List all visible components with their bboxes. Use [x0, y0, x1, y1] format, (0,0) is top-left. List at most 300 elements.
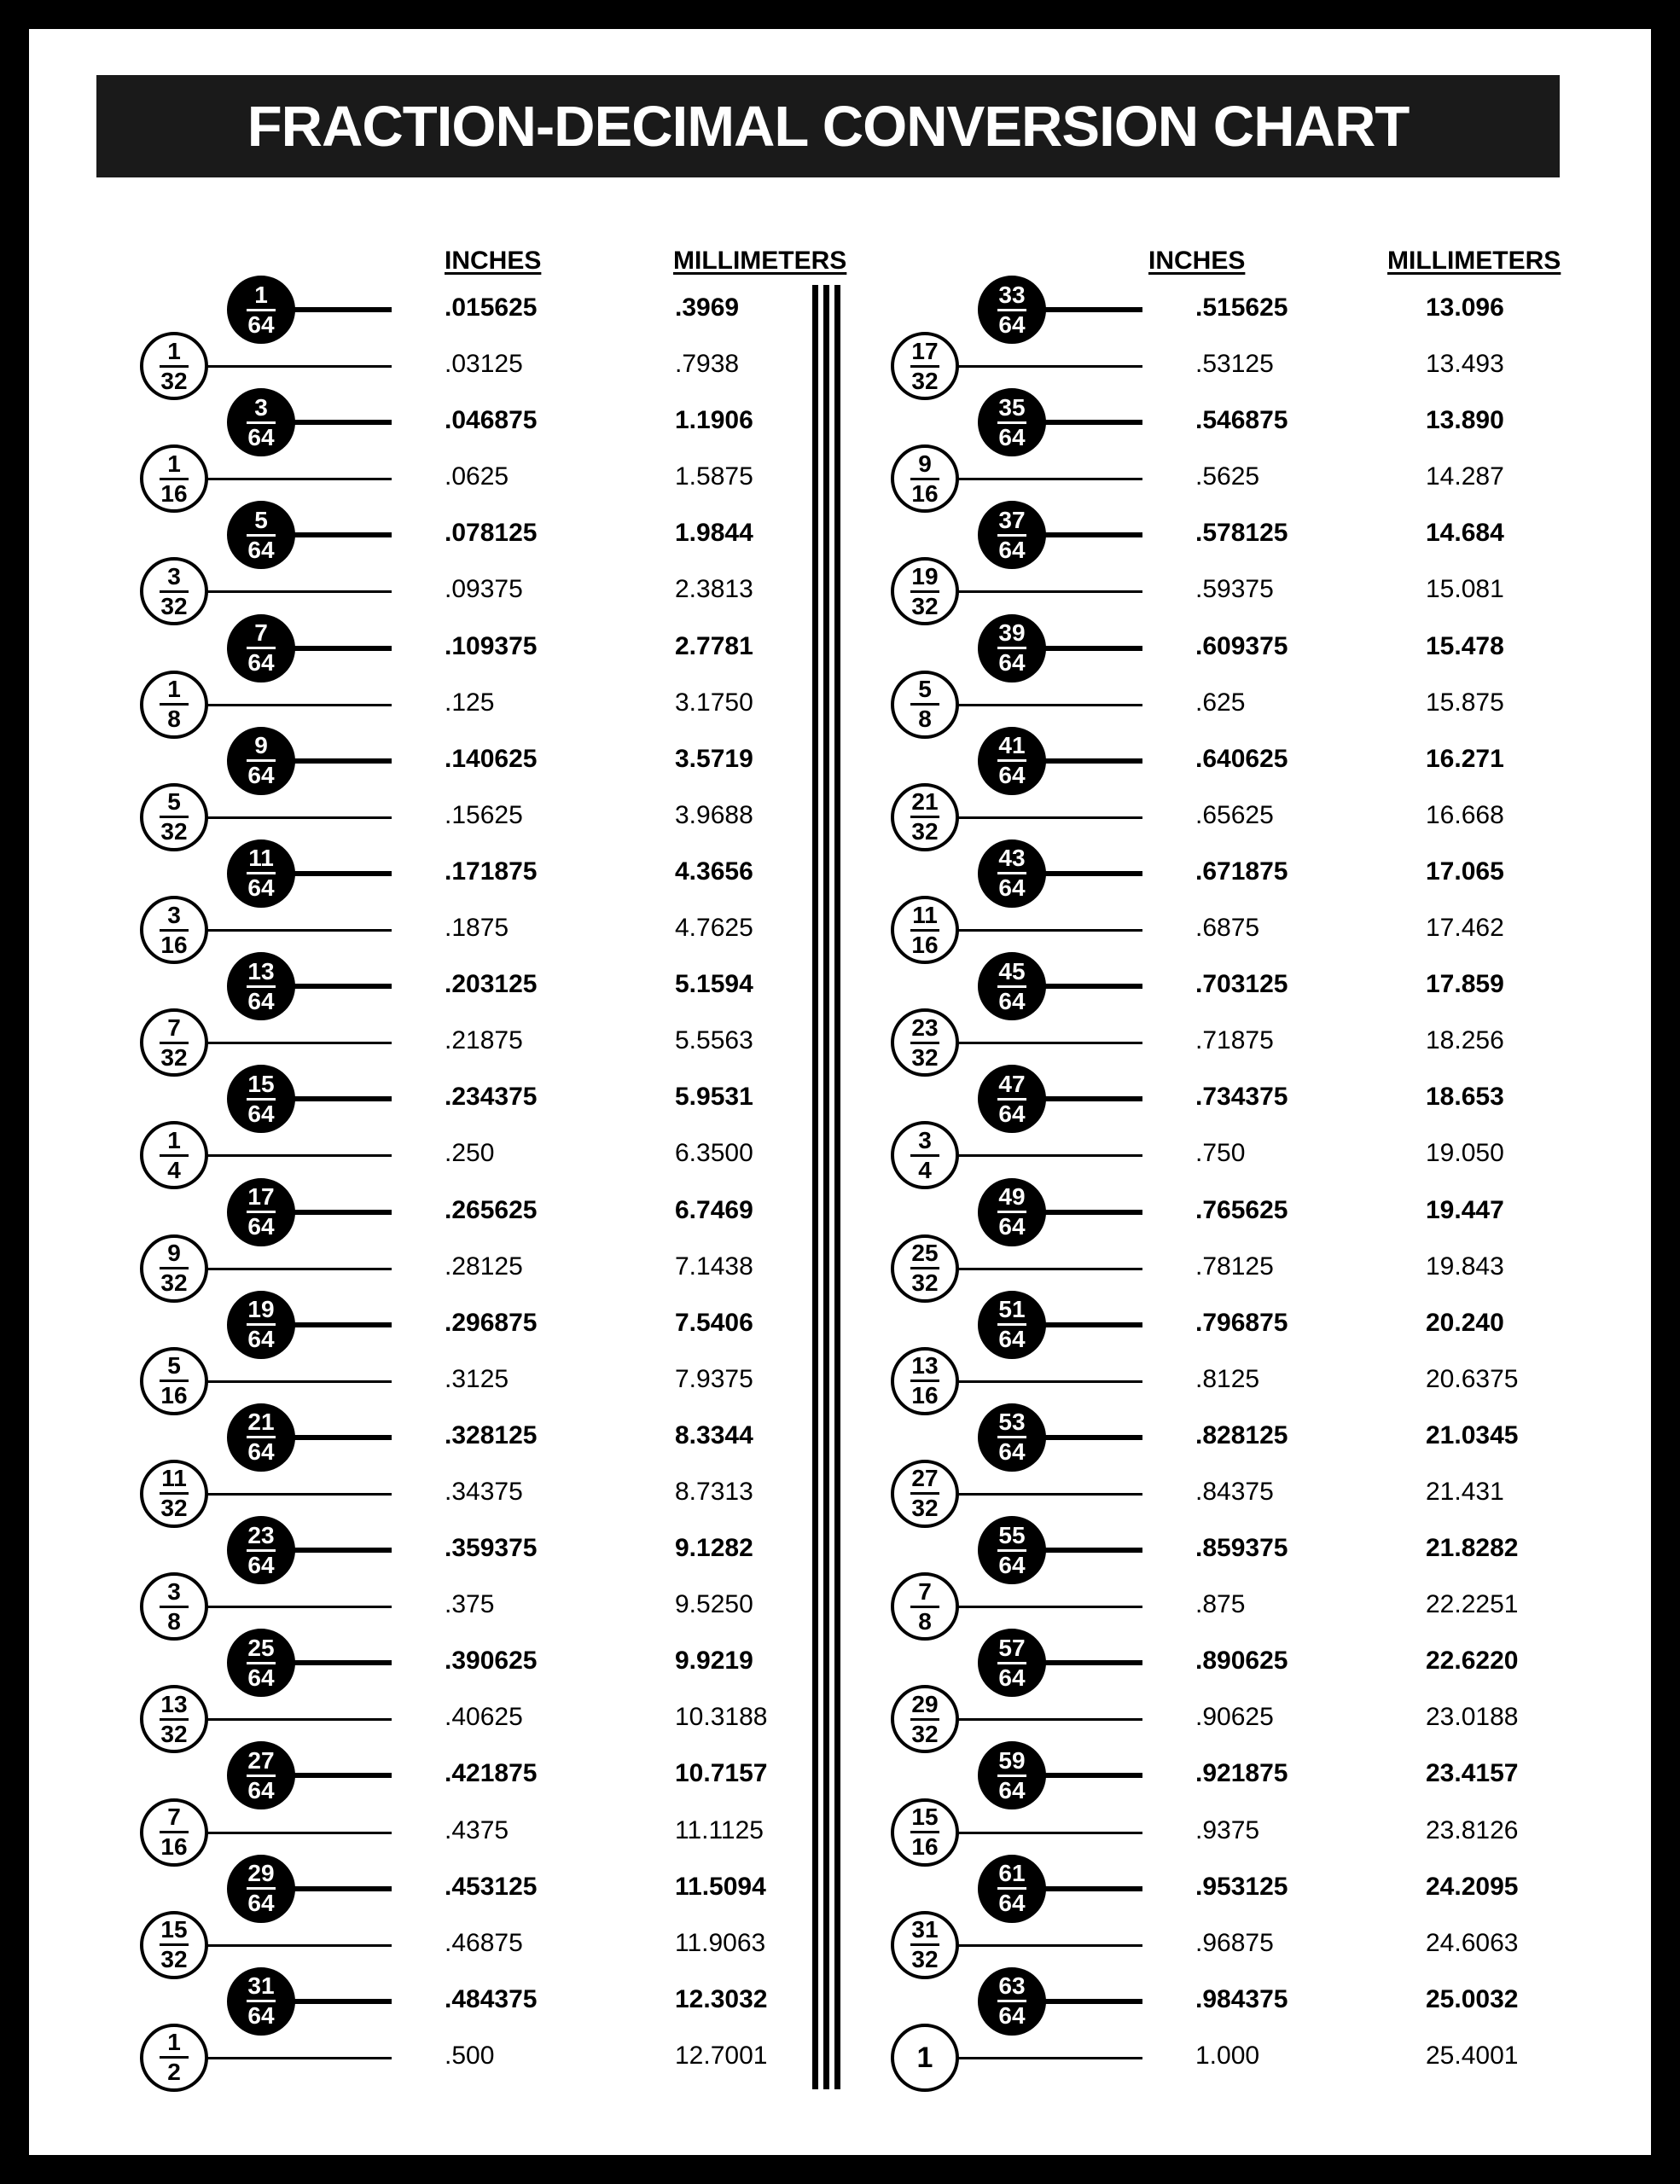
decimal-inches-value: .078125: [445, 519, 538, 548]
fraction-numerator: 25: [247, 1634, 275, 1661]
fraction-numerator: 31: [911, 1916, 939, 1943]
fraction-numerator: 15: [160, 1916, 188, 1943]
decimal-inches-value: .390625: [445, 1647, 538, 1676]
leader-line: [957, 1944, 1142, 1947]
decimal-inches-value: .578125: [1195, 519, 1288, 548]
decimal-inches-value: .625: [1195, 688, 1246, 717]
fraction-bubble: [227, 1629, 295, 1697]
fraction-denominator: 8: [918, 1607, 932, 1635]
millimeters-value: 25.4001: [1426, 2041, 1519, 2070]
fraction-numerator: 51: [998, 1296, 1026, 1323]
table-row: [131, 1861, 899, 1917]
millimeters-value: 15.478: [1426, 631, 1504, 660]
table-row: [131, 677, 899, 733]
fraction-denominator: 16: [911, 1382, 939, 1409]
decimal-inches-value: .4375: [445, 1815, 509, 1844]
fraction-denominator: 16: [911, 479, 939, 507]
table-row: [131, 450, 899, 507]
table-row: [882, 902, 1650, 958]
leader-line: [206, 1268, 392, 1270]
table-row: [882, 1014, 1650, 1071]
fraction-numerator: 17: [247, 1183, 275, 1210]
leader-line: [957, 1606, 1142, 1608]
decimal-inches-value: .09375: [445, 575, 523, 604]
table-row: [131, 563, 899, 619]
decimal-inches-value: .1875: [445, 914, 509, 943]
fraction-bubble: [978, 276, 1046, 344]
table-row: [131, 789, 899, 845]
leader-line: [957, 1718, 1142, 1721]
fraction-numerator: 31: [247, 1972, 275, 2000]
fraction-bubble: [227, 388, 295, 456]
decimal-inches-value: .5625: [1195, 462, 1260, 491]
leader-line: [206, 816, 392, 819]
fraction-numerator: 9: [254, 732, 268, 759]
fraction-numerator: 1: [167, 337, 181, 364]
table-row: [882, 1973, 1650, 2030]
table-row: [882, 338, 1650, 394]
fraction-numerator: 3: [167, 562, 181, 590]
fraction-bubble: [227, 727, 295, 795]
table-row: [131, 620, 899, 677]
table-row: [882, 1861, 1650, 1917]
millimeters-value: 14.287: [1426, 462, 1504, 491]
decimal-inches-value: .703125: [1195, 970, 1288, 999]
fraction-denominator: 64: [998, 2002, 1026, 2030]
header-inches-right: INCHES: [1148, 247, 1246, 275]
fraction-numerator: 43: [998, 845, 1026, 872]
decimal-inches-value: .671875: [1195, 857, 1288, 886]
header-inches-left: INCHES: [445, 247, 542, 275]
decimal-inches-value: .296875: [445, 1308, 538, 1337]
fraction-numerator: 19: [911, 562, 939, 590]
decimal-inches-value: .203125: [445, 970, 538, 999]
decimal-inches-value: .984375: [1195, 1984, 1288, 2013]
millimeters-value: 3.5719: [675, 744, 753, 773]
table-row: [131, 1578, 899, 1635]
fraction-bubble: [978, 1291, 1046, 1359]
fraction-bubble: [891, 1911, 959, 1979]
fraction-numerator: 11: [248, 845, 274, 872]
table-row: [882, 1635, 1650, 1691]
fraction-numerator: 3: [254, 393, 268, 421]
millimeters-value: 23.8126: [1426, 1815, 1519, 1844]
leader-line: [206, 1606, 392, 1608]
table-row: [131, 1127, 899, 1183]
fraction-bubble: [227, 614, 295, 682]
decimal-inches-value: .875: [1195, 1590, 1246, 1619]
fraction-denominator: 16: [160, 931, 188, 958]
fraction-denominator: 16: [160, 1382, 188, 1409]
fraction-bubble: [978, 1178, 1046, 1246]
decimal-inches-value: .421875: [445, 1759, 538, 1788]
leader-line: [1044, 1210, 1142, 1215]
fraction-bubble: [978, 839, 1046, 908]
fraction-denominator: 64: [998, 762, 1026, 789]
millimeters-value: 9.1282: [675, 1534, 753, 1563]
decimal-inches-value: .0625: [445, 462, 509, 491]
fraction-denominator: 64: [998, 1664, 1026, 1691]
table-row: [131, 1466, 899, 1522]
fraction-numerator: 57: [998, 1634, 1026, 1661]
leader-line: [294, 1660, 392, 1665]
fraction-numerator: 1: [254, 281, 268, 308]
fraction-numerator: 53: [998, 1409, 1026, 1436]
fraction-bubble: [978, 1065, 1046, 1133]
leader-line: [957, 1493, 1142, 1496]
millimeters-value: 17.859: [1426, 970, 1504, 999]
millimeters-value: 21.431: [1426, 1477, 1504, 1506]
fraction-numerator: 7: [254, 619, 268, 647]
fraction-numerator: 11: [161, 1465, 187, 1492]
millimeters-value: 22.2251: [1426, 1590, 1519, 1619]
leader-line: [294, 1548, 392, 1553]
table-row: [882, 620, 1650, 677]
decimal-inches-value: .78125: [1195, 1252, 1274, 1281]
fraction-bubble: [140, 1911, 208, 1979]
millimeters-value: 2.3813: [675, 575, 753, 604]
table-row: [882, 1297, 1650, 1353]
fraction-denominator: 64: [247, 987, 275, 1014]
decimal-inches-value: .359375: [445, 1534, 538, 1563]
decimal-inches-value: .750: [1195, 1139, 1246, 1168]
leader-line: [206, 929, 392, 932]
fraction-denominator: 8: [918, 706, 932, 733]
fraction-denominator: 8: [167, 706, 181, 733]
fraction-denominator: 64: [247, 1213, 275, 1240]
leader-line: [957, 816, 1142, 819]
decimal-inches-value: .734375: [1195, 1083, 1288, 1112]
fraction-denominator: 64: [247, 874, 275, 902]
fraction-bubble: [140, 1685, 208, 1753]
table-row: [882, 1747, 1650, 1804]
decimal-inches-value: .765625: [1195, 1195, 1288, 1224]
millimeters-value: 19.843: [1426, 1252, 1504, 1281]
leader-line: [1044, 1322, 1142, 1327]
fraction-denominator: 16: [160, 479, 188, 507]
fraction-numerator: 1: [167, 1126, 181, 1153]
fraction-numerator: 35: [998, 393, 1026, 421]
millimeters-value: 7.9375: [675, 1364, 753, 1393]
millimeters-value: 23.4157: [1426, 1759, 1519, 1788]
fraction-numerator: 59: [998, 1746, 1026, 1774]
table-row: [131, 507, 899, 563]
fraction-denominator: 32: [160, 1946, 188, 1973]
decimal-inches-value: .109375: [445, 631, 538, 660]
leader-line: [957, 590, 1142, 593]
fraction-numerator: 11: [912, 901, 938, 928]
header-millimeters-right: MILLIMETERS: [1387, 247, 1561, 275]
fraction-bubble: [891, 1798, 959, 1867]
fraction-bubble: [978, 1741, 1046, 1809]
fraction-bubble: [978, 388, 1046, 456]
fraction-numerator: 9: [167, 1240, 181, 1267]
decimal-inches-value: .6875: [1195, 914, 1260, 943]
fraction-numerator: 39: [998, 619, 1026, 647]
fraction-denominator: 64: [247, 311, 275, 338]
table-row: [131, 1409, 899, 1466]
fraction-denominator: 64: [247, 1776, 275, 1804]
fraction-denominator: 32: [911, 818, 939, 845]
fraction-bubble: [978, 952, 1046, 1020]
fraction-numerator: 9: [918, 450, 932, 477]
fraction-bubble: [140, 332, 208, 400]
poster-frame: [29, 29, 1651, 2155]
leader-line: [206, 1042, 392, 1044]
decimal-inches-value: .546875: [1195, 406, 1288, 435]
leader-line: [1044, 307, 1142, 312]
fraction-bubble: [978, 727, 1046, 795]
fraction-numerator: 27: [247, 1746, 275, 1774]
fraction-bubble: [140, 1234, 208, 1303]
fraction-denominator: 64: [247, 1551, 275, 1578]
leader-line: [206, 590, 392, 593]
decimal-inches-value: .515625: [1195, 293, 1288, 322]
decimal-inches-value: .453125: [445, 1872, 538, 1901]
table-row: [882, 845, 1650, 902]
decimal-inches-value: .328125: [445, 1420, 538, 1449]
millimeters-value: 20.6375: [1426, 1364, 1519, 1393]
table-row: [131, 282, 899, 338]
decimal-inches-value: .90625: [1195, 1703, 1274, 1732]
leader-line: [206, 478, 392, 480]
millimeters-value: 13.096: [1426, 293, 1504, 322]
fraction-bubble: [891, 557, 959, 625]
millimeters-value: .3969: [675, 293, 740, 322]
fraction-bubble: [140, 1347, 208, 1415]
fraction-denominator: 64: [998, 423, 1026, 450]
fraction-bubble: [140, 1460, 208, 1528]
fraction-denominator: 16: [911, 931, 939, 958]
millimeters-value: 25.0032: [1426, 1984, 1519, 2013]
decimal-inches-value: .046875: [445, 406, 538, 435]
decimal-inches-value: .40625: [445, 1703, 523, 1732]
decimal-inches-value: .125: [445, 688, 495, 717]
millimeters-value: 17.462: [1426, 914, 1504, 943]
decimal-inches-value: .8125: [1195, 1364, 1260, 1393]
fraction-numerator: 1: [167, 2029, 181, 2056]
fraction-denominator: 64: [998, 311, 1026, 338]
leader-line: [1044, 1773, 1142, 1778]
fraction-bubble: [140, 1008, 208, 1077]
decimal-inches-value: .46875: [445, 1928, 523, 1957]
fraction-numerator: 21: [247, 1409, 275, 1436]
leader-line: [294, 1435, 392, 1440]
table-row: [131, 394, 899, 450]
leader-line: [294, 1999, 392, 2004]
millimeters-value: 12.7001: [675, 2041, 768, 2070]
leader-line: [294, 420, 392, 425]
fraction-bubble: [140, 896, 208, 964]
leader-line: [1044, 1435, 1142, 1440]
leader-line: [1044, 420, 1142, 425]
millimeters-value: 10.7157: [675, 1759, 768, 1788]
table-row: [131, 1184, 899, 1240]
fraction-denominator: 64: [998, 1890, 1026, 1917]
fraction-numerator: 3: [918, 1126, 932, 1153]
leader-line: [206, 2057, 392, 2059]
leader-line: [1044, 1660, 1142, 1665]
millimeters-value: 21.8282: [1426, 1534, 1519, 1563]
millimeters-value: 7.1438: [675, 1252, 753, 1281]
decimal-inches-value: .828125: [1195, 1420, 1288, 1449]
millimeters-value: 23.0188: [1426, 1703, 1519, 1732]
fraction-numerator: 17: [911, 337, 939, 364]
leader-line: [957, 704, 1142, 706]
decimal-inches-value: .859375: [1195, 1534, 1288, 1563]
fraction-bubble: [227, 1291, 295, 1359]
fraction-numerator: 63: [998, 1972, 1026, 2000]
table-row: [131, 2030, 899, 2086]
decimal-inches-value: .609375: [1195, 631, 1288, 660]
decimal-inches-value: .84375: [1195, 1477, 1274, 1506]
fraction-bubble: [891, 1008, 959, 1077]
fraction-denominator: 64: [247, 649, 275, 677]
conversion-column-right: [882, 282, 1650, 2086]
millimeters-value: 13.890: [1426, 406, 1504, 435]
table-row: [882, 1071, 1650, 1127]
fraction-bubble: [227, 839, 295, 908]
fraction-denominator: 64: [247, 2002, 275, 2030]
fraction-bubble: [978, 1629, 1046, 1697]
fraction-bubble: [978, 1403, 1046, 1472]
fraction-denominator: 32: [160, 1720, 188, 1747]
leader-line: [1044, 646, 1142, 651]
fraction-bubble: [891, 1685, 959, 1753]
table-row: [882, 958, 1650, 1014]
table-row: [882, 394, 1650, 450]
decimal-inches-value: .890625: [1195, 1647, 1288, 1676]
table-row: [882, 1522, 1650, 1578]
decimal-inches-value: .234375: [445, 1083, 538, 1112]
leader-line: [957, 1380, 1142, 1383]
decimal-inches-value: .59375: [1195, 575, 1274, 604]
header-millimeters-left: MILLIMETERS: [673, 247, 847, 275]
fraction-denominator: 64: [247, 1890, 275, 1917]
table-row: [131, 1917, 899, 1973]
fraction-numerator: 1: [167, 676, 181, 703]
fraction-denominator: 4: [918, 1156, 932, 1183]
leader-line: [206, 1154, 392, 1157]
fraction-denominator: 64: [247, 536, 275, 563]
fraction-bubble: [978, 501, 1046, 569]
fraction-numerator: 37: [998, 506, 1026, 533]
conversion-column-left: [131, 282, 899, 2086]
page-title: FRACTION-DECIMAL CONVERSION CHART: [247, 94, 1410, 159]
millimeters-value: 10.3188: [675, 1703, 768, 1732]
table-row: [882, 1409, 1650, 1466]
fraction-bubble: [140, 444, 208, 513]
millimeters-value: 24.2095: [1426, 1872, 1519, 1901]
table-row: [882, 282, 1650, 338]
fraction-bubble: [227, 1178, 295, 1246]
table-row: [131, 1353, 899, 1409]
decimal-inches-value: .96875: [1195, 1928, 1274, 1957]
table-row: [882, 1353, 1650, 1409]
fraction-bubble: [978, 1516, 1046, 1584]
fraction-numerator: 3: [167, 901, 181, 928]
leader-line: [206, 704, 392, 706]
millimeters-value: 11.1125: [675, 1815, 764, 1844]
fraction-numerator: 1: [167, 450, 181, 477]
leader-line: [294, 646, 392, 651]
decimal-inches-value: .28125: [445, 1252, 523, 1281]
table-row: [882, 1240, 1650, 1297]
fraction-bubble: [140, 671, 208, 739]
fraction-numerator: 7: [167, 1014, 181, 1041]
table-row: [131, 1522, 899, 1578]
decimal-inches-value: .953125: [1195, 1872, 1288, 1901]
column-headers: [29, 247, 1651, 277]
leader-line: [294, 1322, 392, 1327]
fraction-bubble: [891, 2024, 959, 2092]
decimal-inches-value: .171875: [445, 857, 538, 886]
table-row: [882, 2030, 1650, 2086]
table-row: [131, 733, 899, 789]
fraction-numerator: 33: [998, 281, 1026, 308]
fraction-numerator: 1: [916, 2041, 933, 2074]
leader-line: [957, 1154, 1142, 1157]
fraction-denominator: 32: [911, 1720, 939, 1747]
fraction-denominator: 64: [998, 1213, 1026, 1240]
fraction-numerator: 47: [998, 1070, 1026, 1097]
leader-line: [957, 1832, 1142, 1834]
fraction-bubble: [891, 1572, 959, 1641]
millimeters-value: 2.7781: [675, 631, 753, 660]
millimeters-value: 12.3032: [675, 1984, 768, 2013]
table-row: [882, 733, 1650, 789]
decimal-inches-value: .53125: [1195, 350, 1274, 379]
fraction-bubble: [227, 501, 295, 569]
fraction-denominator: 64: [998, 536, 1026, 563]
millimeters-value: 21.0345: [1426, 1420, 1519, 1449]
leader-line: [957, 365, 1142, 368]
fraction-denominator: 32: [911, 367, 939, 394]
table-row: [131, 1297, 899, 1353]
millimeters-value: 15.081: [1426, 575, 1504, 604]
leader-line: [1044, 758, 1142, 764]
fraction-denominator: 32: [911, 1043, 939, 1071]
leader-line: [1044, 1096, 1142, 1101]
fraction-bubble: [891, 1121, 959, 1189]
fraction-numerator: 21: [911, 788, 939, 816]
decimal-inches-value: .15625: [445, 800, 523, 829]
fraction-bubble: [891, 332, 959, 400]
millimeters-value: 19.447: [1426, 1195, 1504, 1224]
leader-line: [294, 1886, 392, 1891]
fraction-denominator: 64: [998, 1776, 1026, 1804]
table-row: [131, 1635, 899, 1691]
fraction-denominator: 64: [998, 1438, 1026, 1466]
table-row: [882, 1184, 1650, 1240]
table-row: [882, 1804, 1650, 1861]
millimeters-value: 4.7625: [675, 914, 753, 943]
fraction-numerator: 27: [911, 1465, 939, 1492]
fraction-bubble: [227, 1403, 295, 1472]
leader-line: [957, 929, 1142, 932]
fraction-numerator: 29: [247, 1860, 275, 1887]
fraction-bubble: [891, 1460, 959, 1528]
fraction-denominator: 32: [911, 1946, 939, 1973]
leader-line: [1044, 532, 1142, 537]
fraction-bubble: [140, 557, 208, 625]
millimeters-value: 6.3500: [675, 1139, 753, 1168]
fraction-numerator: 7: [918, 1577, 932, 1605]
fraction-denominator: 64: [247, 1664, 275, 1691]
decimal-inches-value: 1.000: [1195, 2041, 1260, 2070]
table-row: [882, 789, 1650, 845]
millimeters-value: 5.9531: [675, 1083, 753, 1112]
